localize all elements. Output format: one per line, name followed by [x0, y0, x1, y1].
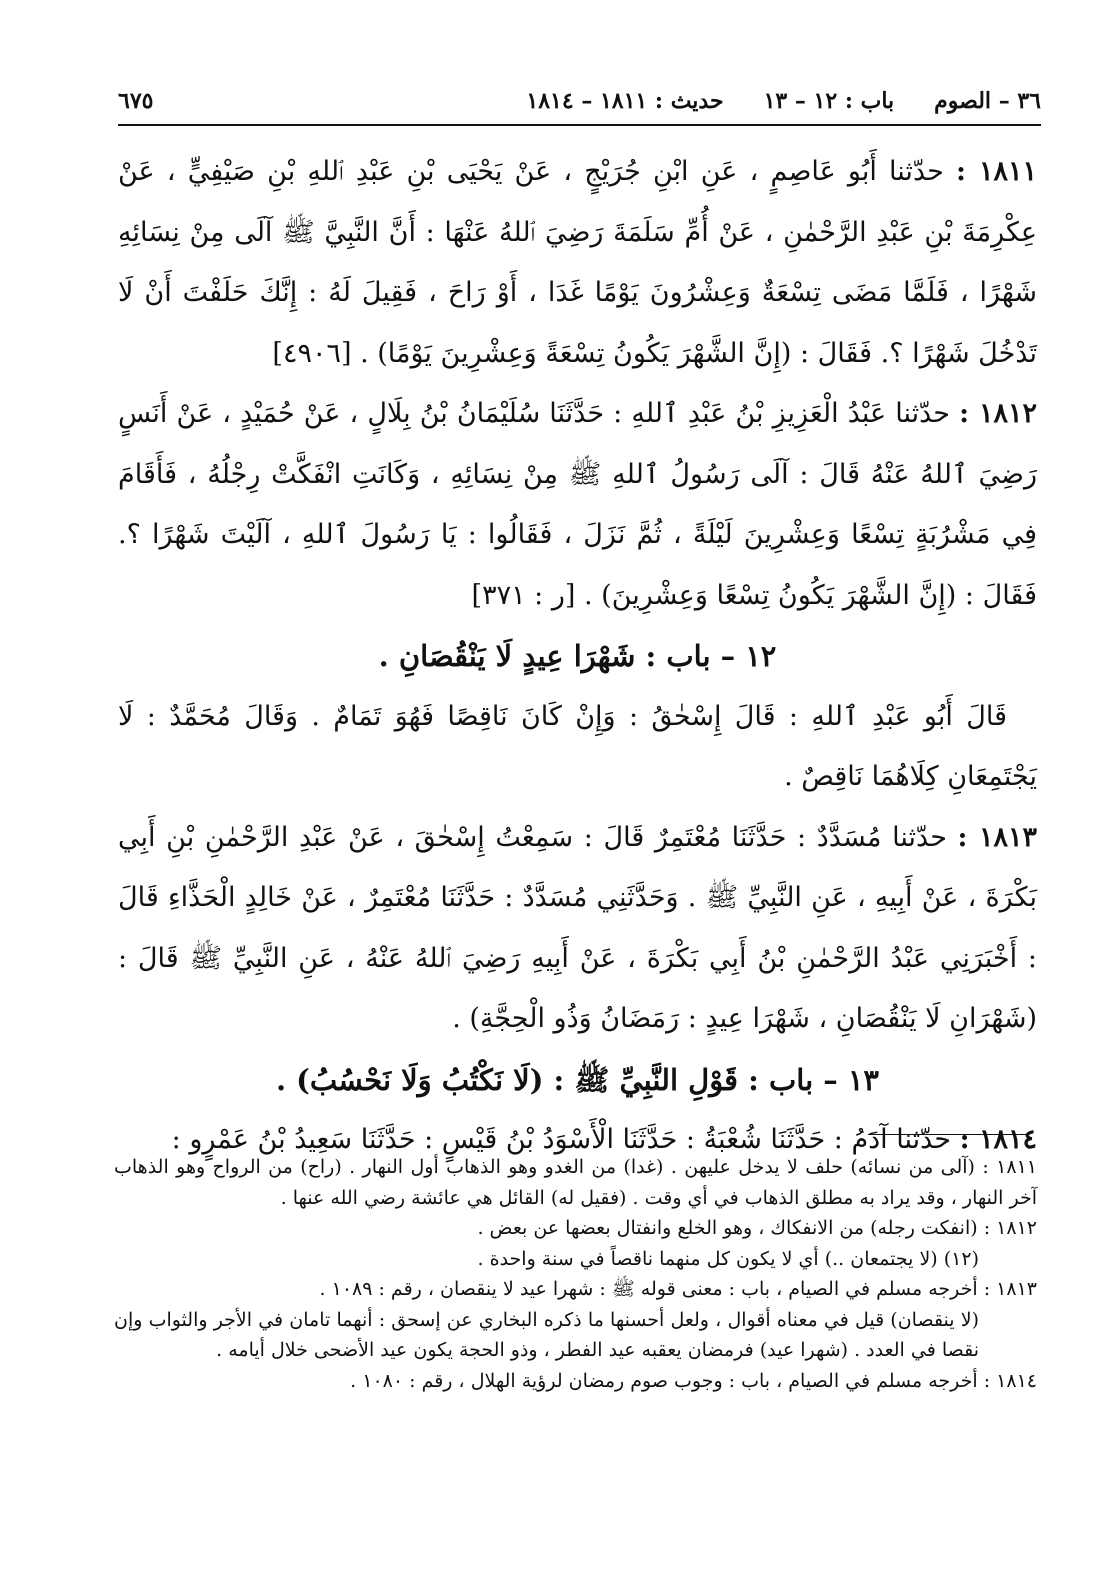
chapter-heading-13: ١٣ – باب : قَوْلِ النَّبِيِّ ﷺ : (لَا نَكْتُبُ وَلَا نَحْسُبُ) .	[275, 1062, 879, 1097]
commentary-paragraph: قَالَ أَبُو عَبْدِ ٱللهِ : قَالَ إِسْحٰقُ : وَإِنْ كَانَ نَاقِصًا فَهُوَ تَمَامٌ . وَقَالَ مُحَمَّدٌ : لَا يَجْتَمِعَانِ كِلَاهُمَا نَاقِصٌ .	[118, 700, 1037, 792]
hadith-1813	[118, 808, 1037, 1050]
footnote-number: ١٨١٢ :	[983, 1217, 1037, 1239]
footnote-number: ١٨١١ :	[982, 1156, 1037, 1178]
main-text	[118, 142, 1037, 1171]
hadith-text: حدّثنا عَبْدُ الْعَزِيزِ بْنُ عَبْدِ ٱللهِ : حَدَّثَنَا سُلَيْمَانُ بْنُ بِلَالٍ ، عَنْ حُمَيْدٍ ، عَنْ أَنَسٍ رَضِيَ ٱللهُ عَنْهُ قَالَ : آلَى رَسُولُ ٱللهِ ﷺ مِنْ نِسَائِهِ ، وَكَانَتِ انْفَكَّتْ رِجْلُهُ ، فَأَقَامَ فِي مَشْرُبَةٍ تِسْعًا وَعِشْرِينَ لَيْلَةً ، ثُمَّ نَزَلَ ، فَقَالُوا : يَا رَسُولَ ٱللهِ ، آلَيْتَ شَهْرًا ؟. فَقَالَ : (إِنَّ الشَّهْرَ يَكُونُ تِسْعًا وَعِشْرِينَ) . [ر : ٣٧١]	[118, 398, 1037, 611]
chapter-title: ٣٦ – الصوم	[934, 88, 1041, 114]
footnote-rule	[868, 1134, 1026, 1135]
footnote-text: أخرجه مسلم في الصيام ، باب : معنى قوله ﷺ : شهرا عيد لا ينقصان ، رقم : ١٠٨٩ .	[319, 1278, 978, 1300]
footnote-1811	[114, 1152, 1037, 1213]
hadith-text: حدّثنا آدَمُ : حَدَّثَنَا شُعْبَةُ : حَدَّثَنَا الْأَسْوَدُ بْنُ قَيْسٍ : حَدَّثَنَا سَعِيدُ بْنُ عَمْرٍو :	[171, 1124, 952, 1155]
footnote-number: ١٨١٤ :	[983, 1369, 1037, 1392]
header-rule	[118, 124, 1041, 126]
footnote-text: (آلى من نسائه) حلف لا يدخل عليهن . (غدا) من الغدو وهو الذهاب أول النهار . (راح) من الرواح وهو الذهاب آخر النهار ، وقد يراد به مطلق الذهاب في أي وقت . (فقيل له) القائل هي عائشة رضي الله عنها .	[114, 1156, 1037, 1209]
hadith-number: ١٨١١ :	[956, 156, 1037, 187]
hadith-text: حدّثنا مُسَدَّدٌ : حَدَّثَنَا مُعْتَمِرٌ قَالَ : سَمِعْتُ إِسْحٰقَ ، عَنْ عَبْدِ الرَّحْمٰنِ بْنِ أَبِي بَكْرَةَ ، عَنْ أَبِيهِ ، عَنِ النَّبِيِّ ﷺ . وَحَدَّثَنِي مُسَدَّدٌ : حَدَّثَنَا مُعْتَمِرٌ ، عَنْ خَالِدٍ الْحَذَّاءِ قَالَ : أَخْبَرَنِي عَبْدُ الرَّحْمٰنِ بْنُ أَبِي بَكْرَةَ ، عَنْ أَبِيهِ رَضِيَ ٱللهُ عَنْهُ ، عَنِ النَّبِيِّ ﷺ قَالَ : (شَهْرَانِ لَا يَنْقُصَانِ ، شَهْرَا عِيدٍ : رَمَضَانُ وَذُو الْحِجَّةِ) .	[118, 821, 1037, 1034]
hadith-text: حدّثنا أَبُو عَاصِمٍ ، عَنِ ابْنِ جُرَيْجٍ ، عَنْ يَحْيَى بْنِ عَبْدِ ٱللهِ بْنِ صَيْفِيٍّ ، عَنْ عِكْرِمَةَ بْنِ عَبْدِ الرَّحْمٰنِ ، عَنْ أُمِّ سَلَمَةَ رَضِيَ ٱللهُ عَنْهَا : أَنَّ النَّبِيَّ ﷺ آلَى مِنْ نِسَائِهِ شَهْرًا ، فَلَمَّا مَضَى تِسْعَةٌ وَعِشْرُونَ يَوْمًا غَدَا ، أَوْ رَاحَ ، فَقِيلَ لَهُ : إِنَّكَ حَلَفْتَ أَنْ لَا تَدْخُلَ شَهْرًا ؟. فَقَالَ : (إِنَّ الشَّهْرَ يَكُونُ تِسْعَةً وَعِشْرِينَ يَوْمًا) . [٤٩٠٦]	[118, 156, 1037, 369]
bab-reference: باب : ١٢ – ١٣	[763, 88, 895, 114]
chapter-heading-12: ١٢ – باب : شَهْرَا عِيدٍ لَا يَنْقُصَانِ .	[378, 639, 777, 673]
hadith-number: ١٨١٤ :	[959, 1124, 1037, 1155]
page-number: ٦٧٥	[118, 88, 154, 114]
hadith-reference: حديث : ١٨١١ – ١٨١٤	[526, 88, 724, 114]
footnote-number: ١٨١٣ :	[983, 1278, 1037, 1300]
footnote-text: أخرجه مسلم في الصيام ، باب : وجوب صوم رمضان لرؤية الهلال ، رقم : ١٠٨٠ .	[350, 1369, 978, 1392]
hadith-number: ١٨١٢ :	[959, 398, 1037, 429]
hadith-1812	[118, 384, 1037, 626]
footnote-1812	[114, 1213, 1037, 1244]
hadith-1811	[118, 142, 1037, 384]
footnote-1813	[114, 1274, 1037, 1305]
footnote-12: (١٢) (لا يجتمعان ..) أي لا يكون كل منهما ناقصاً في سنة واحدة .	[477, 1247, 979, 1270]
footnotes	[114, 1152, 1037, 1396]
footnote-1814	[114, 1366, 1037, 1397]
footnote-1813-note: (لا ينقصان) قيل في معناه أقوال ، ولعل أحسنها ما ذكره البخاري عن إسحق : أنهما تامان في الأجر والثواب وإن نقصا في العدد . (شهرا عيد) فرمضان يعقبه عيد الفطر ، وذو الحجة يكون عيد الأضحى خلال أيامه .	[114, 1308, 979, 1361]
header-right-group	[526, 88, 1041, 114]
footnote-text: (انفكت رجله) من الانفكاك ، وهو الخلع وانفتال بعضها عن بعض .	[477, 1217, 978, 1239]
hadith-number: ١٨١٣ :	[957, 821, 1037, 853]
running-header	[118, 74, 1041, 114]
